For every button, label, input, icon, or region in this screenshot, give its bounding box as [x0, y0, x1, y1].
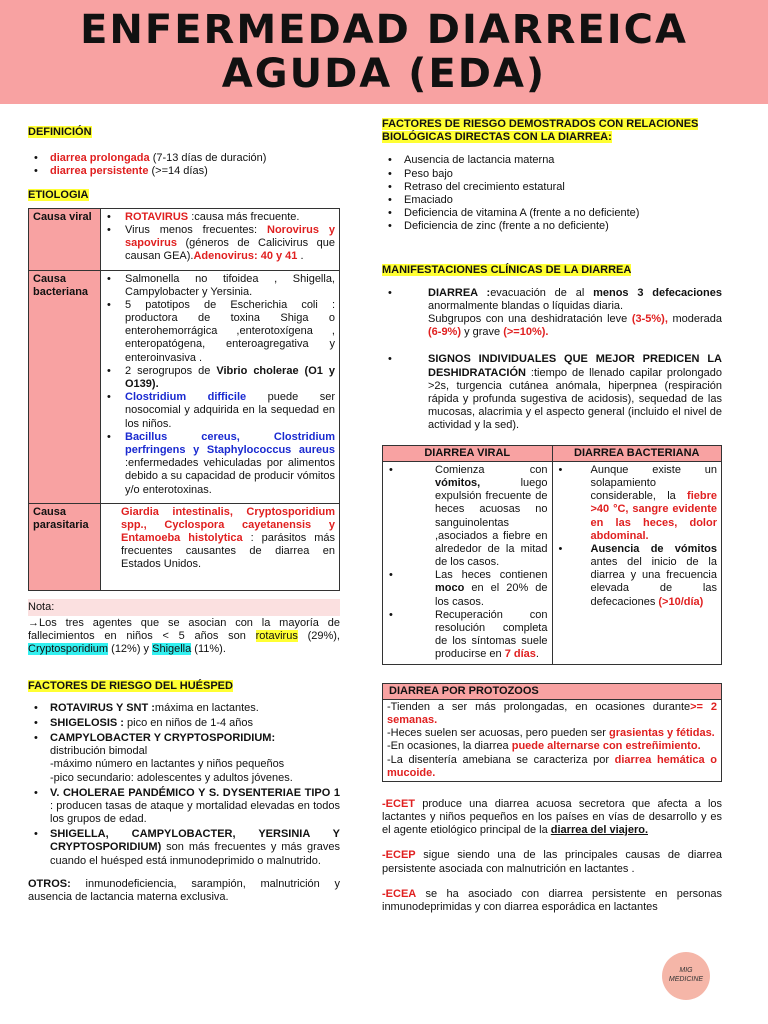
list-item — [28, 702, 340, 715]
text: . — [535, 648, 539, 661]
table-row — [383, 461, 722, 664]
parasites: Giardia intestinalis, Cryptosporidium spp., Cyclospora cayetanensis y Entamoeba histolytica — [121, 505, 335, 545]
text: anormalmente blandas o líquidas diaria. — [428, 299, 624, 312]
text: Virus menos frecuentes: — [125, 223, 268, 236]
riesgo-heading-text: FACTORES DE RIESGO DEMOSTRADOS CON RELACIONES BIOLÓGICAS DIRECTAS CON LA DIARREA: — [382, 118, 699, 144]
huesped-section — [28, 680, 340, 904]
text: inmunodeficiencia, sarampión, malnutrición y ausencia de lactancia materna exclusiva. — [28, 877, 340, 903]
value: (3-5%), — [631, 313, 668, 326]
etiologia-section — [28, 189, 340, 591]
text: -Tienden a ser más prolongadas, en ocasiones durante — [387, 700, 691, 713]
text: produce una diarrea acuosa secretora que afecta a los lactantes y niños pequeños en los países en vías de desarrollo y es el agente etiológico principal de la — [382, 797, 722, 837]
ecep-paragraph — [382, 849, 722, 875]
text: luego expulsión frecuente de heces acuosas no sanguinolentas ,asociados a fiebre en alrededor de la mitad de los casos. — [435, 476, 548, 569]
table-row — [29, 270, 340, 503]
proto-line — [387, 754, 717, 780]
causa-viral-label: Causa viral — [29, 208, 101, 270]
value: grasientas y fétidas. — [608, 727, 715, 740]
logo-badge — [662, 952, 710, 1000]
text: -En ocasiones, la diarrea — [387, 740, 512, 753]
title-banner — [0, 0, 768, 104]
value: (>10/día) — [658, 595, 704, 608]
definicion-list — [28, 152, 340, 178]
value: (6-9%) — [428, 326, 462, 339]
text: :causa más frecuente. — [188, 210, 300, 223]
value: 7 días — [504, 648, 536, 661]
text: distribución bimodal — [50, 745, 148, 758]
list-item — [101, 211, 335, 224]
text: máxima en lactantes. — [154, 701, 259, 714]
text: :tiempo de llenado capilar prolongado >2s, turgencia cutánea anómala, hiperpnea (respiración rápida y profunda sugestiva de acidosis), sequedad de las mucosas, alacrimia y el aspecto general (incluido el nivel de actividad y la sed). — [428, 366, 722, 432]
causa-bacteriana-label: Causa bacteriana — [29, 270, 101, 503]
text: pico en niños de 1-4 años — [123, 716, 254, 729]
causa-viral-content — [101, 208, 340, 270]
nota-label: Nota: — [28, 600, 55, 613]
adenovirus: Adenovirus: 40 y 41 — [193, 250, 298, 263]
nota-box — [28, 599, 340, 616]
text: -Heces suelen ser acuosas, pero pueden ser — [387, 727, 609, 740]
term: diarrea prolongada — [50, 152, 150, 165]
list-item — [101, 224, 335, 264]
value: >= 2 semanas. — [387, 700, 717, 726]
shigella-highlight: Shigella — [152, 643, 192, 656]
diarrea-viajero: diarrea del viajero. — [550, 824, 648, 837]
text: Comienza con — [435, 463, 548, 476]
table-row — [29, 208, 340, 270]
text: puede ser nosocomial y adquirida en la sequedad en los niños. — [125, 391, 335, 430]
text: antes del inicio de la diarrea y una frecuencia elevada de las defecaciones — [590, 556, 717, 608]
list-item: • 5 patotipos de Escherichia coli : productora de toxina Shiga o enterohemorrágica ,enterotoxígena , enteropatógena, enteroagregativa y enteroinvasiva . — [101, 299, 335, 365]
value: (>=10%). — [503, 326, 549, 339]
manif-heading: MANIFESTACIONES CLÍNICAS DE LA DIARREA — [382, 263, 632, 276]
text: Subgrupos con una deshidratación leve — [428, 313, 632, 326]
manif-section — [382, 264, 722, 433]
text: en el 20% de los casos. — [435, 582, 548, 608]
riesgo-heading — [382, 118, 722, 144]
huesped-heading: FACTORES DE RIESGO DEL HUÉSPED — [28, 680, 233, 693]
list-item: • Peso bajo — [382, 168, 722, 181]
text: →Los tres agentes que se asocian con la mayoría de fallecimientos en niños < 5 años son — [28, 616, 340, 642]
text: Las heces contienen — [435, 569, 548, 582]
vibrio: Vibrio cholerae (O1 y O139). — [125, 364, 335, 390]
text: (29%), — [297, 630, 340, 642]
nota-text — [28, 616, 340, 657]
list-item: • Emaciado — [382, 194, 722, 207]
bacteriana-cell — [552, 461, 722, 664]
table-row — [383, 445, 722, 461]
right-column — [382, 118, 722, 914]
etiologia-heading: ETIOLOGIA — [28, 188, 89, 201]
clostridium: Clostridium difficile — [125, 391, 247, 404]
manif-list — [382, 287, 722, 433]
value: fiebre >40 °C, sangre evidente en las heces, dolor abdominal. — [590, 490, 717, 542]
list-item — [101, 391, 335, 431]
text: Aunque existe un solapamiento considerable, la — [590, 463, 717, 503]
text: (12%) y — [108, 643, 153, 656]
list-item — [28, 787, 340, 827]
list-item — [553, 464, 718, 543]
cryptosporidium-highlight: Cryptosporidium — [28, 643, 109, 656]
term: SIGNOS INDIVIDUALES QUE MEJOR PREDICEN LA DESHIDRATACIÓN — [428, 353, 722, 379]
term: diarrea persistente — [50, 165, 149, 178]
list-item — [382, 287, 722, 340]
list-item: • Deficiencia de vitamina A (frente a no deficiente) — [382, 207, 722, 220]
text: (11%). — [191, 643, 226, 656]
tag: -ECEA — [382, 887, 417, 900]
definicion-section — [28, 126, 340, 179]
list-item — [383, 569, 548, 609]
proto-line — [387, 701, 717, 727]
text: sigue siendo una de las principales causas de diarrea persistente asociada con malnutrición en lactantes . — [382, 849, 722, 875]
ecet-paragraph — [382, 798, 722, 838]
huesped-list — [28, 702, 340, 868]
term: menos 3 defecaciones — [593, 286, 722, 299]
text: y grave — [461, 326, 504, 339]
term-desc: (7-13 días de duración) — [149, 152, 267, 165]
text: -pico secundario: adolescentes y adultos jóvenes. — [50, 771, 293, 784]
list-item — [553, 543, 718, 609]
list-item — [382, 353, 722, 432]
text: se ha asociado con diarrea persistente en personas inmunodeprimidas y con diarrea esporádica en lactantes — [382, 887, 722, 913]
list-item — [101, 365, 335, 391]
page-title — [0, 0, 768, 96]
viral-cell — [383, 461, 553, 664]
list-item: • Ausencia de lactancia materna — [382, 154, 722, 167]
definicion-heading: DEFINICIÓN — [28, 126, 92, 138]
header-bacteriana: DIARREA BACTERIANA — [552, 445, 722, 461]
header-viral: DIARREA VIRAL — [383, 445, 553, 461]
tag: -ECET — [382, 797, 415, 810]
list-item — [28, 732, 340, 785]
rotavirus-highlight: rotavirus — [255, 630, 298, 642]
logo-line-2: MEDICINE — [668, 976, 704, 983]
bacillus: Bacillus cereus, Clostridium perfringens y Staphylococcus aureus — [125, 430, 335, 456]
left-column — [28, 126, 340, 904]
text: (géneros de Calicivirus que causan GEA). — [125, 237, 335, 263]
text: 2 serogrupos de — [125, 364, 217, 377]
term: CAMPYLOBACTER Y CRYPTOSPORIDIUM: — [50, 731, 276, 744]
list-item — [383, 464, 548, 570]
list-item — [383, 609, 548, 662]
tag: -ECEP — [382, 849, 416, 862]
text: moderada — [667, 313, 722, 326]
title-line-2: AGUDA (EDA) — [221, 51, 547, 97]
list-item — [28, 717, 340, 730]
protozoos-heading: DIARREA POR PROTOZOOS — [383, 684, 721, 700]
term: DIARREA : — [428, 286, 491, 299]
proto-line — [387, 740, 717, 753]
riesgo-list — [382, 154, 722, 233]
norovirus: Norovirus y sapovirus — [125, 223, 335, 250]
table-row — [29, 503, 340, 590]
list-item — [28, 152, 340, 165]
causa-parasitaria-label: Causa parasitaria — [29, 503, 101, 590]
text: -La disentería amebiana se caracteriza por — [387, 753, 615, 766]
text: son más frecuentes y más graves cuando el huésped está inmunodeprimido o malnutrido. — [50, 841, 340, 867]
list-item — [28, 165, 340, 178]
text: -máximo número en lactantes y niños pequeños — [50, 758, 285, 771]
ecea-paragraph — [382, 888, 722, 914]
riesgo-section — [382, 118, 722, 234]
causa-parasitaria-content — [101, 503, 340, 590]
text: : producen tasas de ataque y mortalidad elevadas en todos los grupos de edad. — [50, 799, 340, 826]
protozoos-box — [382, 683, 722, 782]
term: ROTAVIRUS Y SNT : — [50, 701, 155, 714]
text: :enfermedades vehiculadas por alimentos debido a su capacidad de producir vómitos y/o enterotoxinas. — [125, 457, 335, 496]
proto-line — [387, 727, 717, 740]
term: Ausencia de vómitos — [590, 542, 717, 555]
list-item: • Retraso del crecimiento estatural — [382, 181, 722, 194]
list-item — [101, 431, 335, 497]
term: SHIGELOSIS : — [50, 716, 124, 729]
term: vómitos, — [435, 476, 481, 489]
term-desc: (>=14 días) — [148, 165, 208, 178]
value: puede alternarse con estreñimiento. — [511, 740, 701, 753]
term: SHIGELLA, CAMPYLOBACTER, YERSINIA Y CRYPTOSPORIDIUM) — [50, 828, 340, 854]
list-item — [28, 828, 340, 868]
term: OTROS: — [28, 877, 71, 890]
term: moco — [435, 582, 465, 595]
list-item: • Salmonella no tifoidea , Shigella, Campylobacter y Yersinia. — [101, 273, 335, 299]
term: V. CHOLERAE PANDÉMICO Y S. DYSENTERIAE TIPO 1 — [50, 786, 340, 799]
otros-text — [28, 878, 340, 904]
text: Recuperación con resolución completa de los síntomas suele producirse en — [435, 608, 548, 661]
value: diarrea hemática o mucoide. — [387, 753, 718, 779]
comparison-table — [382, 445, 722, 665]
text: evacuación de al — [490, 286, 594, 299]
causa-bacteriana-content — [101, 270, 340, 503]
title-line-1: ENFERMEDAD DIARREICA — [80, 7, 688, 53]
logo-line-1: MIG — [679, 967, 693, 974]
text: . — [297, 250, 304, 263]
rotavirus: ROTAVIRUS — [125, 210, 189, 223]
list-item: • Deficiencia de zinc (frente a no deficiente) — [382, 220, 722, 233]
text: : parásitos más frecuentes causantes de diarrea en Estados Unidos. — [121, 532, 335, 571]
etiologia-table — [28, 208, 340, 591]
protozoos-body — [383, 700, 721, 781]
